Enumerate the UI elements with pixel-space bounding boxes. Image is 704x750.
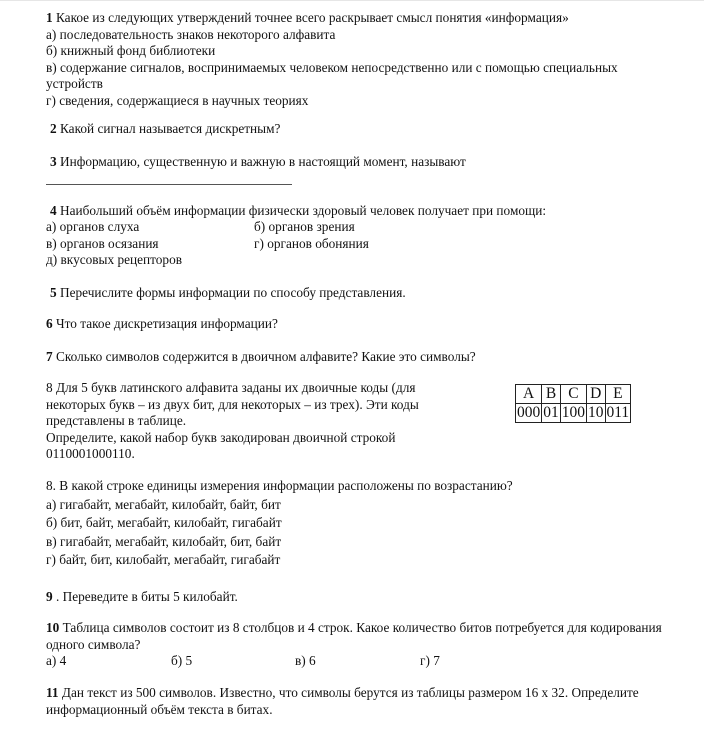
top-divider bbox=[0, 0, 704, 1]
question-10-option-d: г) 7 bbox=[420, 653, 440, 668]
code-cell: 000 bbox=[517, 404, 541, 421]
question-4-option-e: д) вкусовых рецепторов bbox=[46, 252, 182, 267]
question-11-text: 11 Дан текст из 500 символов. Известно, что символы берутся из таблицы размером 16 х 32. Определите информационный объём текста в битах. bbox=[46, 685, 639, 717]
question-8 bbox=[46, 380, 466, 463]
question-10-option-a: а) 4 bbox=[46, 653, 67, 668]
question-10-option-b: б) 5 bbox=[171, 653, 193, 668]
question-5: 5 Перечислите формы информации по способу представления. bbox=[50, 285, 406, 300]
code-cell: 10 bbox=[588, 404, 604, 421]
letters-row bbox=[516, 385, 631, 404]
question-8-line-2: некоторых букв – из двух бит, для некоторых – из трех). Эти коды bbox=[46, 396, 419, 412]
units-option-d: г) байт, бит, килобайт, мегабайт, гигабайт bbox=[46, 552, 281, 567]
question-4-option-b: б) органов зрения bbox=[254, 219, 355, 234]
question-3: 3 Информацию, существенную и важную в настоящий момент, называют bbox=[50, 154, 466, 169]
answer-blank-line bbox=[46, 184, 292, 185]
question-4-option-d: г) органов обоняния bbox=[254, 236, 369, 251]
question-6: 6 Что такое дискретизация информации? bbox=[46, 316, 278, 331]
question-1-option-c: в) содержание сигналов, воспринимаемых человеком непосредственно или с помощью специальных устройств bbox=[46, 59, 618, 91]
question-1-text: 1 Какое из следующих утверждений точнее всего раскрывает смысл понятия «информация» bbox=[46, 10, 569, 25]
code-cell: 01 bbox=[543, 404, 559, 421]
question-1-option-d: г) сведения, содержащиеся в научных теориях bbox=[46, 92, 309, 108]
question-4-option-a: а) органов слуха bbox=[46, 219, 140, 234]
question-4-option-c: в) органов осязания bbox=[46, 236, 159, 251]
question-8-line-4: Определите, какой набор букв закодирован двоичной строкой bbox=[46, 429, 396, 445]
codes-row bbox=[516, 404, 631, 423]
units-option-b: б) бит, байт, мегабайт, килобайт, гигабайт bbox=[46, 515, 282, 530]
question-4: 4 Наибольший объём информации физически здоровый человек получает при помощи: bbox=[50, 203, 547, 218]
units-option-a: а) гигабайт, мегабайт, килобайт, байт, бит bbox=[46, 496, 281, 512]
letter-cell: E bbox=[605, 385, 631, 404]
question-1 bbox=[46, 10, 666, 109]
letter-cell: D bbox=[587, 385, 606, 404]
question-8-line-3: представлены в таблице. bbox=[46, 413, 187, 428]
question-1-option-b: б) книжный фонд библиотеки bbox=[46, 43, 216, 58]
question-units-order bbox=[46, 478, 666, 569]
binary-codes-table bbox=[515, 384, 631, 423]
question-9: 9 . Переведите в биты 5 килобайт. bbox=[46, 589, 238, 604]
question-10-text: 10 Таблица символов состоит из 8 столбцов и 4 строк. Какое количество битов потребуется для кодирования одного символа? bbox=[46, 620, 662, 652]
units-option-c: в) гигабайт, мегабайт, килобайт, бит, байт bbox=[46, 533, 282, 549]
question-units-order-text: 8. В какой строке единицы измерения информации расположены по возрастанию? bbox=[46, 478, 513, 493]
question-10 bbox=[46, 620, 666, 653]
question-10-option-c: в) 6 bbox=[295, 653, 316, 668]
question-8-line-1: 8 Для 5 букв латинского алфавита заданы их двоичные коды (для bbox=[46, 380, 416, 395]
question-7: 7 Сколько символов содержится в двоичном алфавите? Какие это символы? bbox=[46, 349, 476, 364]
code-cell: 100 bbox=[561, 404, 585, 421]
code-cell: 011 bbox=[606, 404, 630, 421]
question-8-line-5: 0110001000110. bbox=[46, 446, 135, 461]
question-11 bbox=[46, 685, 666, 718]
letter-cell: A bbox=[516, 385, 542, 404]
question-2: 2 Какой сигнал называется дискретным? bbox=[50, 121, 281, 136]
letter-cell: B bbox=[542, 385, 561, 404]
letter-cell: C bbox=[560, 385, 586, 404]
question-1-option-a: а) последовательность знаков некоторого алфавита bbox=[46, 26, 336, 42]
